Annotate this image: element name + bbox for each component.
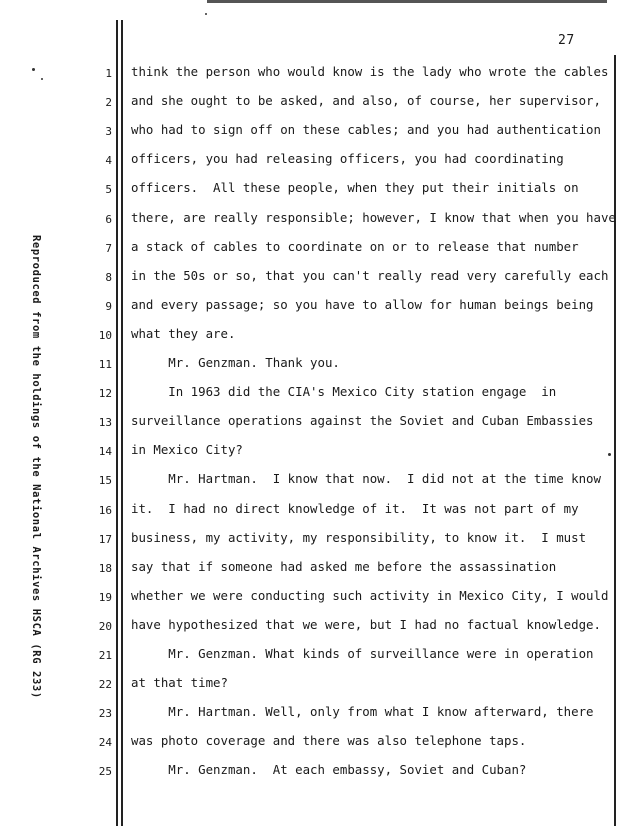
line-number: 4: [105, 154, 112, 168]
transcript-line: was photo coverage and there was also telephone taps.: [131, 733, 527, 749]
transcript-line: in Mexico City?: [131, 442, 243, 458]
line-number: 5: [105, 183, 112, 197]
transcript-line: business, my activity, my responsibility, to know it. I must: [131, 529, 587, 545]
page-number: 27: [558, 33, 575, 48]
line-number: 10: [98, 328, 112, 342]
transcript-line: officers, you had releasing officers, you had coordinating: [131, 151, 564, 167]
transcript-line: a stack of cables to coordinate on or to release that number: [131, 238, 579, 254]
line-number: 7: [105, 241, 112, 255]
transcript-line: surveillance operations against the Soviet and Cuban Embassies: [131, 413, 594, 429]
left-margin-rule-inner: [121, 20, 123, 826]
line-number: 16: [98, 503, 112, 517]
transcript-line: Mr. Hartman. Well, only from what I know afterward, there: [131, 704, 594, 720]
transcript-line: have hypothesized that we were, but I had no factual knowledge.: [131, 616, 601, 632]
speck: [205, 13, 207, 15]
transcript-line: there, are really responsible; however, I know that when you have: [131, 209, 616, 225]
line-number: 6: [105, 212, 112, 226]
line-number: 19: [98, 590, 112, 604]
line-number: 11: [98, 358, 112, 371]
left-margin-rule-outer: [116, 20, 118, 826]
top-edge-mark: [207, 0, 607, 3]
speck: [32, 68, 35, 71]
transcript-line: whether we were conducting such activity in Mexico City, I would: [131, 587, 609, 603]
line-number: 20: [98, 619, 112, 633]
line-number: 25: [98, 765, 112, 779]
line-number: 18: [98, 561, 112, 575]
line-number: 12: [98, 387, 112, 401]
line-number: 23: [98, 707, 112, 721]
line-number: 24: [98, 736, 112, 750]
archive-reproduction-note: Reproduced from the holdings of the National Archives HSCA (RG 233): [30, 235, 42, 699]
line-number: 3: [105, 125, 112, 139]
transcript-line: who had to sign off on these cables; and you had authentication: [131, 122, 601, 138]
transcript-line: say that if someone had asked me before the assassination: [131, 558, 557, 574]
transcript-line: Mr. Genzman. Thank you.: [131, 355, 340, 370]
transcript-line: think the person who would know is the lady who wrote the cables: [131, 64, 609, 79]
transcript-line: at that time?: [131, 675, 228, 691]
line-number: 9: [105, 299, 112, 313]
line-number: 21: [98, 649, 112, 662]
transcript-line: and she ought to be asked, and also, of course, her supervisor,: [131, 93, 601, 109]
transcript-line: it. I had no direct knowledge of it. It was not part of my: [131, 500, 579, 516]
line-number: 13: [98, 416, 112, 430]
line-number: 17: [98, 532, 112, 546]
transcript-line: what they are.: [131, 325, 236, 341]
transcript-line: and every passage; so you have to allow for human beings being: [131, 296, 594, 312]
transcript-line: Mr. Hartman. I know that now. I did not at the time know: [131, 471, 601, 487]
transcript-line: officers. All these people, when they put their initials on: [131, 180, 579, 196]
line-number: 14: [98, 445, 112, 459]
line-number: 1: [105, 67, 112, 80]
transcript-line: In 1963 did the CIA's Mexico City station engage in: [131, 384, 557, 400]
transcript-line: in the 50s or so, that you can't really read very carefully each: [131, 267, 609, 283]
line-number: 22: [98, 678, 112, 692]
transcript-line: Mr. Genzman. At each embassy, Soviet and Cuban?: [131, 762, 527, 778]
line-number: 8: [105, 270, 112, 284]
transcript-line: Mr. Genzman. What kinds of surveillance were in operation: [131, 646, 594, 661]
speck: [41, 78, 43, 80]
line-number: 15: [98, 474, 112, 488]
line-number: 2: [105, 96, 112, 110]
